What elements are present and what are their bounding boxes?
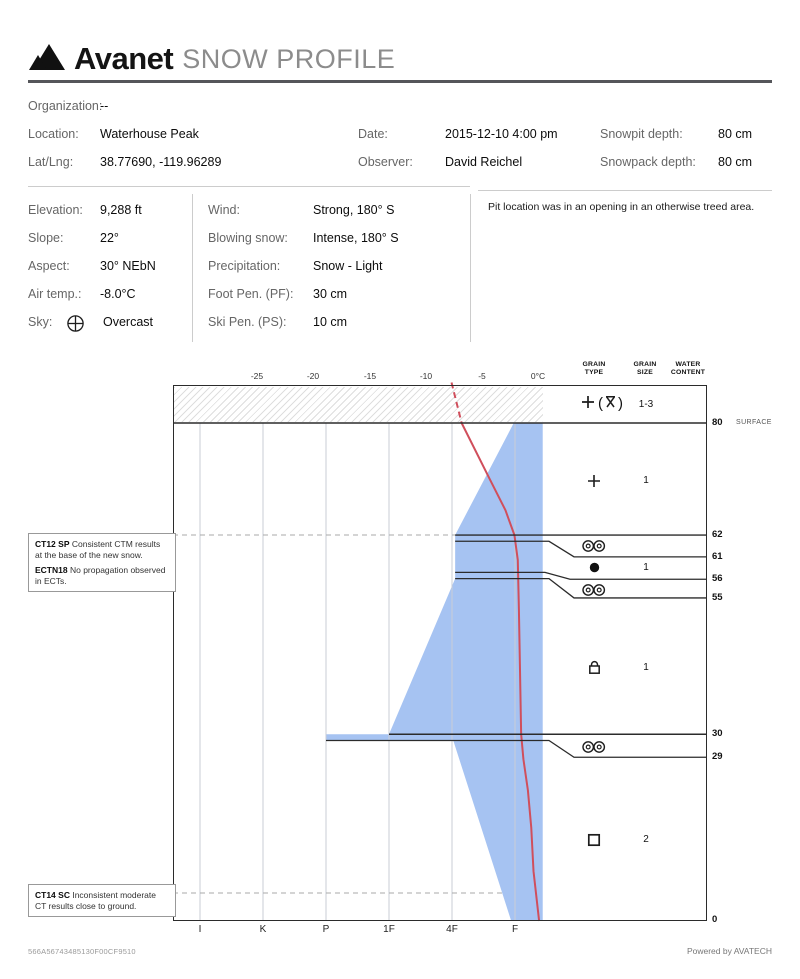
organization-label: Organization: bbox=[28, 99, 103, 113]
hardness-tick-K: K bbox=[259, 924, 267, 935]
grain-size-header: GRAIN SIZE bbox=[633, 361, 657, 376]
air-temp-label: Air temp.: bbox=[28, 287, 82, 301]
grain-size-layer7: 2 bbox=[643, 834, 649, 845]
stellar-crystal-icon bbox=[604, 395, 617, 413]
ski-pen-value: 10 cm bbox=[313, 315, 348, 329]
depth-label-55: 55 bbox=[712, 592, 723, 603]
latlng-value: 38.77690, -119.96289 bbox=[100, 155, 222, 169]
hardness-tick-4F: 4F bbox=[446, 924, 458, 935]
hardness-tick-P: P bbox=[322, 924, 330, 935]
grain-type-rounding-facets bbox=[574, 659, 614, 675]
depth-label-30: 30 bbox=[712, 728, 723, 739]
snowpit-depth-value: 80 cm bbox=[718, 127, 753, 141]
paren-open: ( bbox=[598, 394, 603, 412]
depth-label-61: 61 bbox=[712, 551, 723, 562]
depth-label-29: 29 bbox=[712, 751, 723, 762]
report-title: SNOW PROFILE bbox=[182, 43, 396, 74]
melt-freeze-crust-icon bbox=[581, 740, 607, 754]
grain-type-rounded-grains bbox=[574, 561, 614, 574]
hardness-tick-I: I bbox=[198, 924, 202, 935]
date-value: 2015-12-10 4:00 pm bbox=[445, 127, 558, 141]
observer-label: Observer: bbox=[358, 155, 413, 169]
stability-annotation-box-upper bbox=[28, 533, 176, 592]
melt-freeze-crust-icon bbox=[581, 583, 607, 597]
brand-name: Avanet bbox=[74, 41, 174, 76]
grain-type-melt-freeze-crust bbox=[574, 583, 614, 597]
grain-type-melt-freeze-crust bbox=[574, 740, 614, 754]
temp-tick: -15 bbox=[363, 371, 377, 381]
depth-label-0: 0 bbox=[712, 914, 718, 925]
test-code: CT12 SP bbox=[35, 539, 70, 549]
temp-tick: -10 bbox=[419, 371, 433, 381]
aspect-value: 30° NEbN bbox=[100, 259, 156, 273]
water-content-header: WATER CONTENT bbox=[670, 361, 706, 376]
paren-close: ) bbox=[618, 394, 623, 412]
hardness-tick-1F: 1F bbox=[383, 924, 395, 935]
new-snow-plus-icon bbox=[581, 395, 595, 414]
report-id: 566A56743485130F00CF9510 bbox=[28, 947, 136, 956]
precipitation-value: Snow - Light bbox=[313, 259, 383, 273]
sky-label: Sky: bbox=[28, 315, 53, 329]
temp-tick: -5 bbox=[478, 371, 486, 381]
hardness-tick-F: F bbox=[511, 924, 519, 935]
stability-annotation-box-lower bbox=[28, 884, 176, 917]
blowing-snow-label: Blowing snow: bbox=[208, 231, 288, 245]
melt-freeze-crust-icon bbox=[581, 539, 607, 553]
pit-note: Pit location was in an opening in an otherwise treed area. bbox=[488, 201, 755, 213]
elevation-value: 9,288 ft bbox=[100, 203, 142, 217]
snowpack-depth-value: 80 cm bbox=[718, 155, 753, 169]
snowpack-depth-label: Snowpack depth: bbox=[600, 155, 696, 169]
wind-label: Wind: bbox=[208, 203, 240, 217]
grain-size-layer3: 1 bbox=[643, 562, 649, 573]
test-code: ECTN18 bbox=[35, 565, 68, 575]
surface-label: SURFACE bbox=[736, 419, 772, 426]
grain-size-layer5: 1 bbox=[643, 662, 649, 673]
precipitation-label: Precipitation: bbox=[208, 259, 281, 273]
air-temp-value: -8.0°C bbox=[100, 287, 136, 301]
depth-label-56: 56 bbox=[712, 573, 723, 584]
snowpit-depth-label: Snowpit depth: bbox=[600, 127, 683, 141]
location-value: Waterhouse Peak bbox=[100, 127, 199, 141]
new-snow-plus-icon bbox=[587, 474, 601, 488]
ski-pen-label: Ski Pen. (PS): bbox=[208, 315, 287, 329]
rounded-grains-icon bbox=[588, 561, 601, 574]
organization-value: -- bbox=[100, 99, 109, 113]
location-label: Location: bbox=[28, 127, 79, 141]
grain-size-layer1: 1 bbox=[643, 475, 649, 486]
slope-label: Slope: bbox=[28, 231, 64, 245]
faceted-crystals-icon bbox=[587, 833, 601, 847]
depth-label-62: 62 bbox=[712, 529, 723, 540]
wind-value: Strong, 180° S bbox=[313, 203, 395, 217]
test-note: Inconsistent moderate CT results close to ground. bbox=[35, 890, 156, 911]
observer-value: David Reichel bbox=[445, 155, 523, 169]
slope-value: 22° bbox=[100, 231, 119, 245]
temp-tick: -25 bbox=[250, 371, 264, 381]
date-label: Date: bbox=[358, 127, 388, 141]
elevation-label: Elevation: bbox=[28, 203, 83, 217]
blowing-snow-value: Intense, 180° S bbox=[313, 231, 399, 245]
test-code: CT14 SC bbox=[35, 890, 70, 900]
powered-by: Powered by AVATECH bbox=[686, 946, 772, 956]
aspect-label: Aspect: bbox=[28, 259, 70, 273]
test-note: No propagation observed in ECTs. bbox=[35, 565, 166, 586]
surface-grain-type bbox=[572, 393, 632, 415]
depth-label-80: 80 bbox=[712, 417, 723, 428]
temp-tick: -20 bbox=[306, 371, 320, 381]
grain-type-faceted-crystals bbox=[574, 833, 614, 847]
latlng-label: Lat/Lng: bbox=[28, 155, 74, 169]
foot-pen-label: Foot Pen. (PF): bbox=[208, 287, 294, 301]
grain-type-header: GRAIN TYPE bbox=[582, 361, 606, 376]
grain-type-new-snow bbox=[574, 473, 614, 489]
sky-value: Overcast bbox=[103, 315, 154, 329]
temp-tick: 0°C bbox=[530, 371, 546, 381]
grain-type-melt-freeze-crust bbox=[574, 539, 614, 553]
rounding-facets-icon bbox=[587, 659, 602, 675]
surface-grain-size: 1-3 bbox=[638, 399, 654, 410]
test-note: Consistent CTM results at the base of the new snow. bbox=[35, 539, 161, 560]
foot-pen-value: 30 cm bbox=[313, 287, 348, 301]
